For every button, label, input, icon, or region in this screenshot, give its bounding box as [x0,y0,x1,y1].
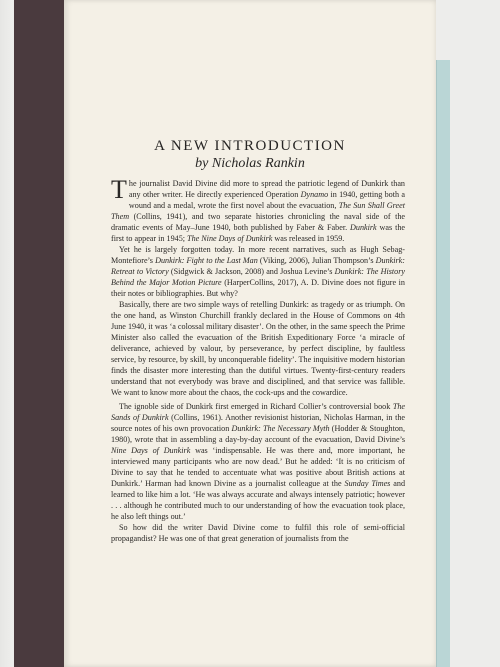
italic-title: Nine Days of Dunkirk [111,446,191,455]
text-run: (Hodder & Stoughton, 1980), wrote that in assembling a day-by-day account of the evacuation, David Divine’s [111,424,405,444]
text-run: Basically, there are two simple ways of retelling Dunkirk: as tragedy or as triumph. On the one hand, as Winston Churchill frankly declared in the House of Commons on 4th June 1940, it was ‘a colossal military disaster’. On the other, in the same speech the Prime Minister also called the evacuation of the British Expeditionary Force ‘a miracle of deliverance, achieved by valour, by perseverance, by perfect discipline, by faultless service, by resource, by skill, by unconquerable fidelity’. The inquisitive modern historian finds the disaster more interesting than the dutiful virtues. Twenty-first-century readers understand that not everybody was brave and disciplined, and that service was fallible. We want to know more about the chaos, the cock-ups and the cowardice. [111,300,405,397]
text-run: in 1940, getting both a wound and a medal, wrote the first novel about the evacuation, [128,190,405,210]
drop-cap: T [111,175,127,204]
italic-title: The Sands of Dunkirk [111,402,405,422]
italic-title: The Nine Days of Dunkirk [187,234,273,243]
chapter-byline: by Nicholas Rankin [195,156,305,171]
italic-title: Dunkirk: The Necessary Myth [231,424,330,433]
paragraph-5 [111,522,405,544]
text-run: (Viking, 2006), Julian Thompson’s [257,256,376,265]
background-left [0,0,14,667]
book-cover-left [14,0,64,667]
italic-title: Sunday Times [344,479,391,488]
paragraph-2 [111,244,405,299]
text-run: was the first to appear in 1945; [111,223,405,243]
text-run: and learned to like him a lot. ‘He was always accurate and always intensely patriotic; however . . . although he contributed much to our understanding of how the evacuation took place, he also left things out.’ [111,479,406,521]
paragraph-4 [111,401,405,522]
background-right [450,0,500,667]
text-run: (HarperCollins, 2017), A. D. Divine does not figure in their notes or bibliographies. But why? [111,278,405,298]
italic-title: Dunkirk: Retreat to Victory [111,256,405,276]
italic-title: Dunkirk: Fight to the Last Man [155,256,258,265]
text-run: (Sidgwick & Jackson, 2008) and Joshua Levine’s [168,267,335,276]
italic-title: The Sun Shall Greet Them [111,201,405,221]
book-page [64,0,436,667]
italic-title: Dunkirk [350,223,377,232]
text-run: (Collins, 1961). Another revisionist historian, Nicholas Harman, in the source notes of his own provocation [111,413,405,433]
text-run: was ‘indispensable. He was there and, more important, he interviewed many participants who are now dead.’ But he added: ‘It is no criticism of Divine to say that he tended to accentuate what was positive about British actions at Dunkirk.’ Harman had known Divine as a journalist colleague at the [111,446,405,488]
chapter-title: A NEW INTRODUCTION [154,138,346,154]
text-run: The ignoble side of Dunkirk first emerged in Richard Collier’s controversial book [119,402,393,411]
body-text [111,175,406,544]
paragraph-1 [111,175,405,244]
text-run: was released in 1959. [272,234,345,243]
paragraph-3 [111,299,405,398]
text-run: So how did the writer David Divine come to fulfil this role of semi-official propagandist? He was one of that great generation of journalists from the [111,523,405,543]
italic-title: Dynamo [300,190,329,199]
italic-title: Dunkirk: The History Behind the Major Motion Picture [111,267,405,287]
text-run: he journalist David Divine did more to spread the patriotic legend of Dunkirk than any other writer. He directly experienced Operation [128,179,405,199]
text-run: (Collins, 1941), and two separate histories chronicling the naval side of the dramatic events of May–June 1940, both published by Faber & Faber. [111,212,405,232]
text-run: Yet he is largely forgotten today. In more recent narratives, such as Hugh Sebag-Montefiore’s [111,245,405,265]
book-cover-right [436,60,451,667]
